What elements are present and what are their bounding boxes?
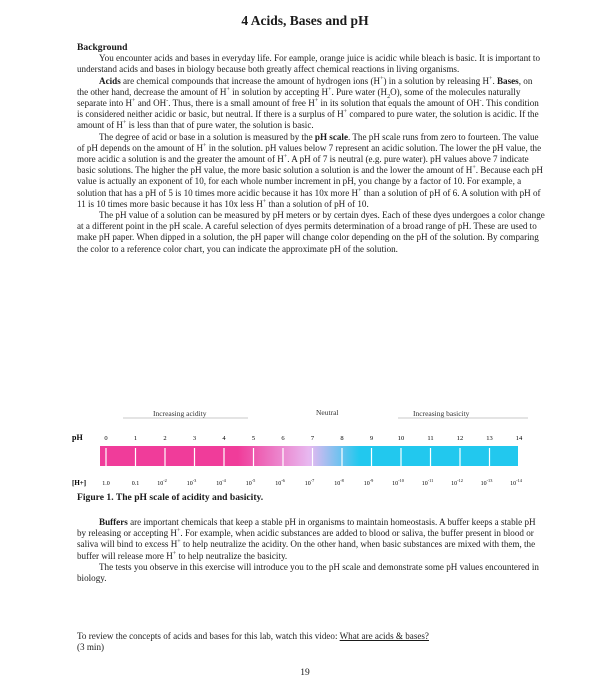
h-ion-value-9: $10^{-9}$ xyxy=(363,478,374,487)
label-neutral: Neutral xyxy=(316,408,339,417)
video-duration: (3 min) xyxy=(77,642,105,653)
ph-gradient-bar xyxy=(100,446,518,466)
ph-value-1: 1 xyxy=(133,435,138,442)
h-ion-value-4: $10^{-4}$ xyxy=(216,478,226,487)
paragraph-intro: You encounter acids and bases in everyday life. For eample, orange juice is acidic while bleach is basic. It is important to understand acids and bases in biology because both greatly affect chemical reactions in living organisms. xyxy=(77,53,541,75)
ph-value-0: 0 xyxy=(104,435,108,442)
ph-value-7: 7 xyxy=(310,435,315,442)
h-ion-value-13: $10^{-13}$ xyxy=(480,478,493,487)
page-number: 19 xyxy=(300,668,310,678)
ph-value-group xyxy=(104,435,523,442)
label-increasing-acidity: Increasing acidity xyxy=(153,409,207,418)
ph-value-4: 4 xyxy=(222,435,226,442)
buffers-section xyxy=(77,517,545,584)
h-ion-value-6: $10^{-6}$ xyxy=(275,478,285,487)
review-section xyxy=(77,631,545,653)
h-ion-value-8: $10^{-8}$ xyxy=(334,478,344,487)
h-ion-value-1: 0.1 xyxy=(131,481,140,487)
ph-value-11: 11 xyxy=(427,435,434,442)
paragraph-acids-bases: Acids are chemical compounds that increase the amount of hydrogen ions (H+) in a solution by releasing H+. Bases, on the other hand, decrease the amount of H+ in solution by accepting H+. Pure water $(H_2O)$, some of the molecules naturally separate into H+ and OH-. Thus, there is a small amount of free H+ in its solution that equals the amount of OH-. This condition is considered neither acidic or basic, but neutral. If there is a surplus of H+ compared to pure water, the solution is acidic. If the amount of H+ is less than that of pure water, the solution is basic. xyxy=(77,75,539,131)
h-ion-value-14: $10^{-14}$ xyxy=(510,478,522,487)
video-link[interactable]: What are acids & bases? xyxy=(339,631,429,641)
paragraph-ph-measurement: The pH value of a solution can be measured by pH meters or by certain dyes. Each of these dyes undergoes a color change at a different point in the pH scale. A careful selection of dyes permits determination of a broad range of pH. These are used to make pH paper. When dipped in a solution, the pH paper will change color depending on the pH of the solution. By comparing the color to a reference color chart, you can indicate the approximate pH of the solution. xyxy=(77,210,545,254)
ph-value-8: 8 xyxy=(340,435,344,442)
h-ion-value-7: $10^{-7}$ xyxy=(304,478,315,487)
h-ion-value-11: $10^{-11}$ xyxy=(421,478,434,487)
review-text: To review the concepts of acids and bases for this lab, watch this video: xyxy=(77,631,340,641)
term-buffers: Buffers xyxy=(99,517,128,527)
ph-value-12: 12 xyxy=(456,435,464,442)
ph-value-14: 14 xyxy=(515,435,523,442)
h-ion-value-12: $10^{-12}$ xyxy=(451,478,463,487)
page-title: 4 Acids, Bases and pH xyxy=(241,13,369,28)
paragraph-buffers: Buffers are important chemicals that keep a stable pH in organisms to maintain homeostasis. A buffer keeps a stable pH by releasing or accepting H+. For example, when acidic substances are added to blood or saliva, the buffer present in blood or saliva will bind to excess H+ to help neutralize the acidity. On the other hand, when basic substances are mixed with them, the buffer will release more H+ to help neutralize the basicity. xyxy=(77,517,536,561)
ph-scale-figure xyxy=(58,404,558,490)
ph-value-6: 6 xyxy=(281,435,285,442)
ph-value-3: 3 xyxy=(192,435,197,442)
term-ph-scale: pH scale xyxy=(314,131,348,142)
paragraph-ph-scale: The degree of acid or base in a solution is measured by the pH scale. The pH scale runs from zero to fourteen. The value of pH depends on the amount of H+ in the solution. pH values below 7 represent an acidic solution. The lower the pH value, the more acidic a solution is and the greater the amount of H+. A pH of 7 is neutral (e.g. pure water). pH values above 7 indicate basic solutions. The higher the pH value, the more basic solution a solution is and the lower the amount of H+. Because each pH value is actually an exponent of 10, for each whole number increment in pH, you change by a factor of 10. For example, a solution that has a pH of 5 is 10 times more acidic because it has 10x more H+ than a solution of pH of 6. A solution with pH of 11 is 10 times more basic because it has 10x less H+ than a solution of pH of 10. xyxy=(77,131,543,209)
ph-value-13: 13 xyxy=(486,435,493,442)
ph-value-2: 2 xyxy=(163,435,167,442)
h-ion-value-3: $10^{-3}$ xyxy=(186,478,197,487)
ph-value-9: 9 xyxy=(369,435,374,442)
ph-value-10: 10 xyxy=(397,435,405,442)
h-ion-value-group xyxy=(102,478,522,487)
ph-row-label: pH xyxy=(72,433,83,442)
h-ion-value-10: $10^{-10}$ xyxy=(392,478,404,487)
ph-value-5: 5 xyxy=(251,435,256,442)
label-increasing-basicity: Increasing basicity xyxy=(413,409,470,418)
paragraph-tests: The tests you observe in this exercise will introduce you to the pH scale and demonstrate some pH values encountered in biology. xyxy=(77,561,539,584)
h-ion-value-2: $10^{-2}$ xyxy=(157,478,167,487)
background-heading: Background xyxy=(77,42,128,53)
h-ion-value-5: $10^{-5}$ xyxy=(245,478,256,487)
figure-caption: Figure 1. The pH scale of acidity and basicity. xyxy=(77,492,264,503)
ph-scale-graphic xyxy=(58,404,558,490)
term-bases: Bases xyxy=(496,75,519,86)
term-acids: Acids xyxy=(99,75,121,86)
h-ion-row-label: [H+] xyxy=(72,479,87,487)
background-section xyxy=(77,42,545,255)
h-ion-value-0: 1.0 xyxy=(102,481,110,487)
